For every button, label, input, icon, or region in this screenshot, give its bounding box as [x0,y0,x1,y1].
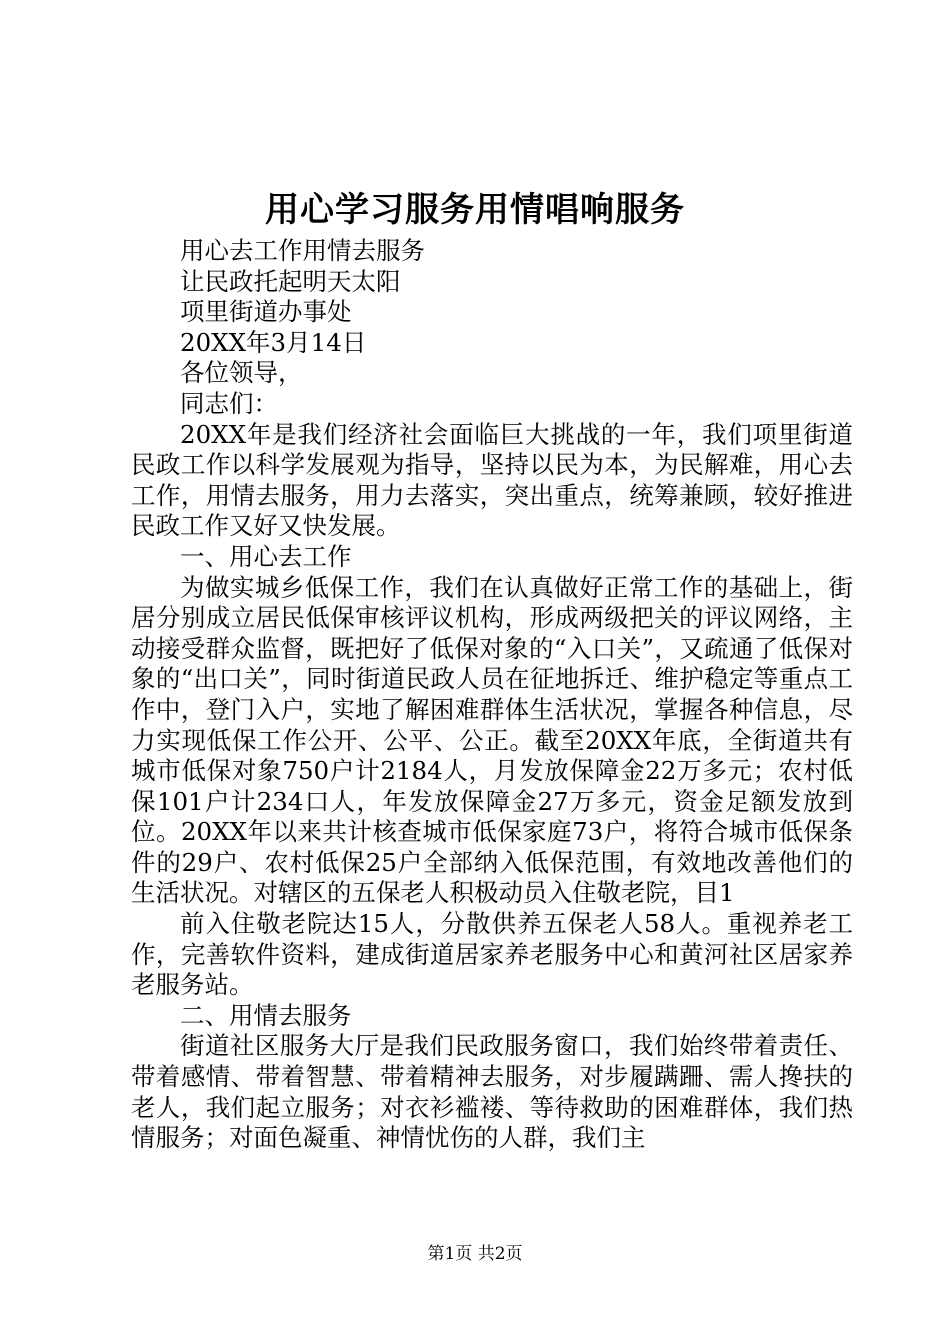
header-line: 用心去工作用情去服务 [180,236,425,265]
section-heading: 二、用情去服务 [180,1000,352,1030]
salutation-line: 同志们： [180,388,278,418]
document-body [131,236,853,1154]
header-line: 让民政托起明天太阳 [180,266,401,296]
paragraph: 街道社区服务大厅是我们民政服务窗口，我们始终带着责任、带着感情、带着智慧、带着精神去服务，对步履蹒跚、需人搀扶的老人，我们起立服务；对衣衫褴褛、等待救助的困难群体，我们热情服务；对面色凝重、神情忧伤的人群，我们主 [131,1031,853,1153]
header-line: 项里街道办事处 [180,297,352,327]
paragraph: 为做实城乡低保工作，我们在认真做好正常工作的基础上，街居分别成立居民低保审核评议机构，形成两级把关的评议网络，主动接受群众监督，既把好了低保对象的“入口关”，又疏通了低保对象的“出口关”，同时街道民政人员在征地拆迁、维护稳定等重点工作中，登门入户，实地了解困难群体生活状况，掌握各种信息，尽力实现低保工作公开、公平、公正。截至20XX年底，全街道共有城市低保对象750户计2184人，月发放保障金22万多元；农村低保101户计234口人，年发放保障金27万多元，资金足额发放到位。20XX年以来共计核查城市低保家庭73户，将符合城市低保条件的29户、农村低保25户全部纳入低保范围，有效地改善他们的生活状况。对辖区的五保老人积极动员入住敬老院，目1 [131,572,853,908]
salutation-line: 各位领导， [180,358,303,388]
section-heading: 一、用心去工作 [180,541,352,571]
page-footer: 第1页 共2页 [427,1244,523,1264]
paragraph: 20XX年是我们经济社会面临巨大挑战的一年，我们项里街道民政工作以科学发展观为指导，坚持以民为本，为民解难，用心去工作，用情去服务，用力去落实，突出重点，统筹兼顾，较好推进民政工作又好又快发展。 [131,419,853,541]
date-line: 20XX年3月14日 [180,327,367,357]
document-title: 用心学习服务用情唱响服务 [265,190,685,230]
paragraph: 前入住敬老院达15人，分散供养五保老人58人。重视养老工作，完善软件资料，建成街道居家养老服务中心和黄河社区居家养老服务站。 [131,909,853,1000]
